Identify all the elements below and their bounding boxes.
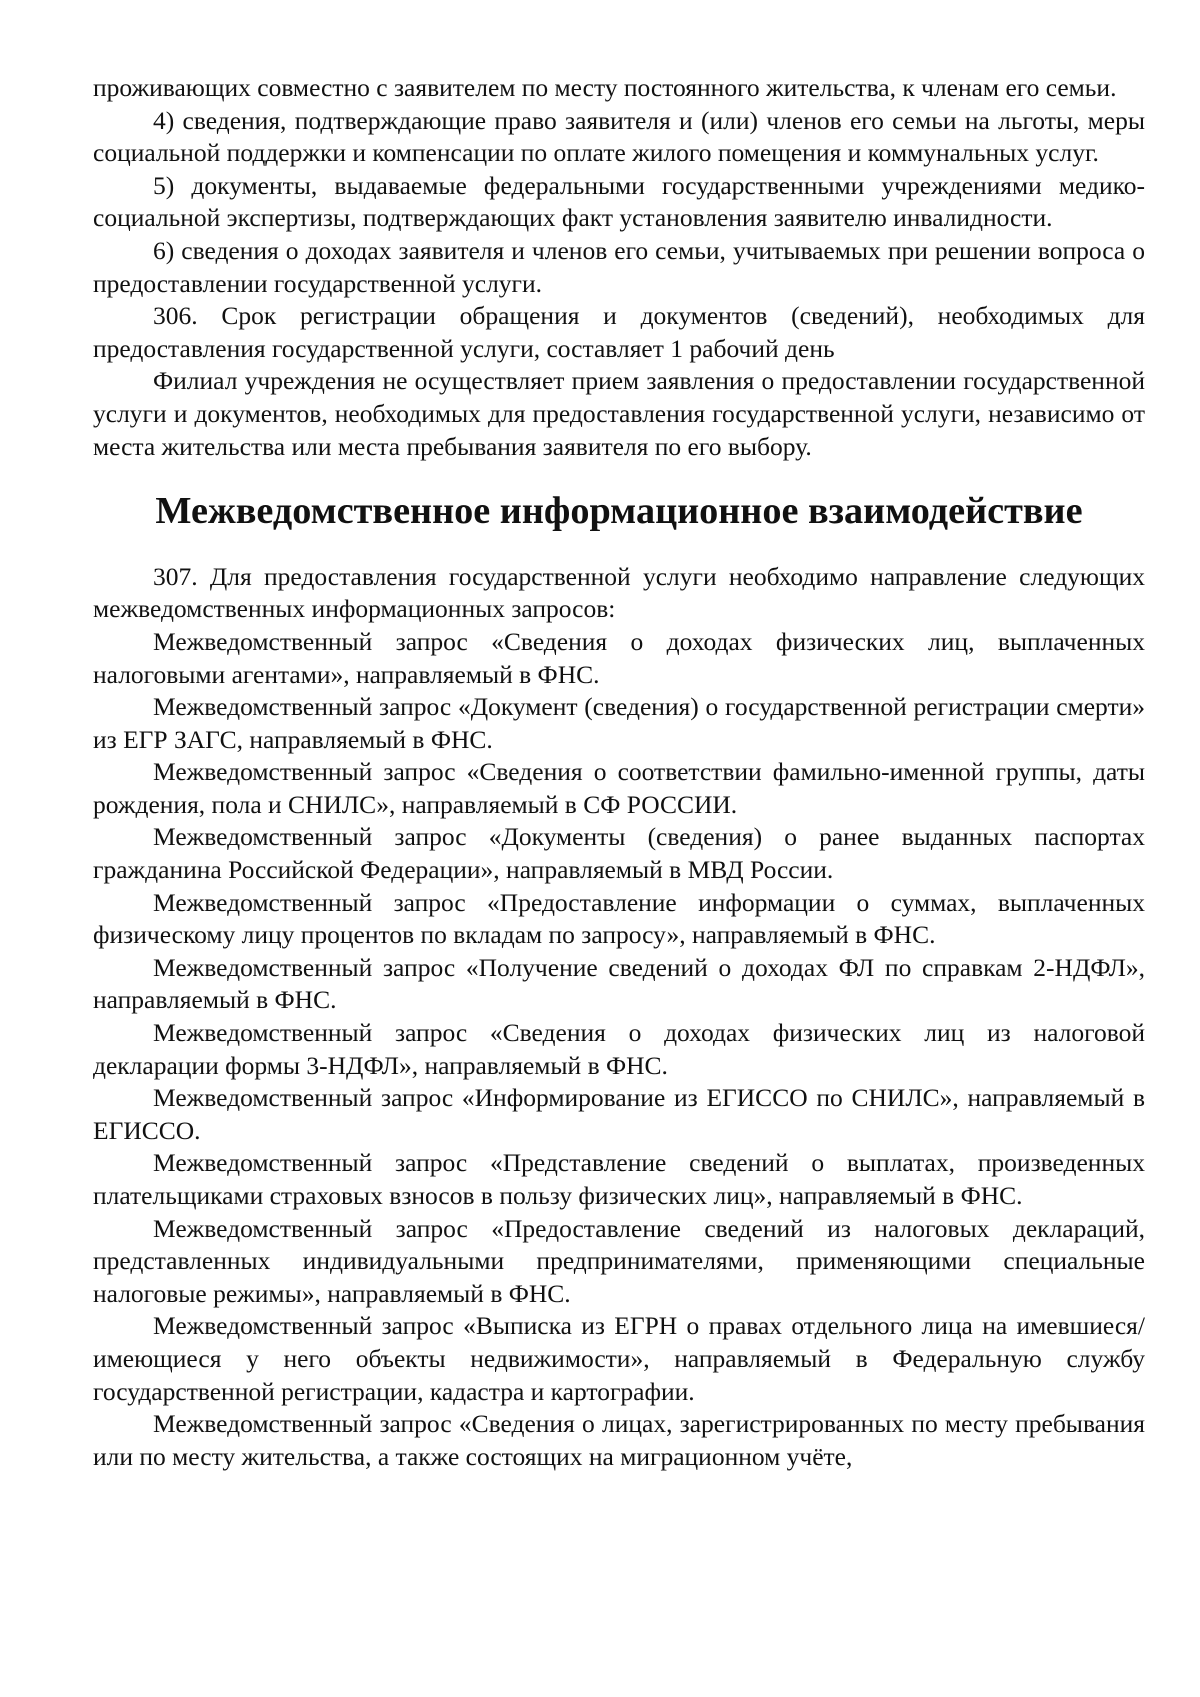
paragraph: Межведомственный запрос «Выписка из ЕГРН о правах отдельного лица на имевшиеся/имеющиеся у него объекты недвижимости», направляемый в Федеральную службу государственной регистрации, кадастра и картографии. [93,1311,1145,1406]
paragraph: Межведомственный запрос «Сведения о доходах физических лиц, выплаченных налоговыми агентами», направляемый в ФНС. [93,626,1145,689]
paragraphs-bottom [93,561,1145,1474]
paragraph: Филиал учреждения не осуществляет прием заявления о предоставлении государственной услуги и документов, необходимых для предоставления государственной услуги, независимо от места жительства или места пребывания заявителя по его выбору. [93,366,1145,461]
paragraph: Межведомственный запрос «Документы (сведения) о ранее выданных паспортах гражданина Российской Федерации», направляемый в МВД России. [93,822,1145,885]
paragraph: Межведомственный запрос «Предоставление информации о суммах, выплаченных физическому лицу процентов по вкладам по запросу», направляемый в ФНС. [93,887,1145,950]
paragraph: Межведомственный запрос «Представление сведений о выплатах, произведенных плательщиками страховых взносов в пользу физических лиц», направляемый в ФНС. [93,1148,1145,1210]
paragraph: 5) документы, выдаваемые федеральными государственными учреждениями медико-социальной экспертизы, подтверждающих факт установления заявителю инвалидности. [93,170,1145,233]
paragraph: 6) сведения о доходах заявителя и членов его семьи, учитываемых при решении вопроса о предоставлении государственной услуги. [93,235,1145,298]
paragraph: 4) сведения, подтверждающие право заявителя и (или) членов его семьи на льготы, меры социальной поддержки и компенсации по оплате жилого помещения и коммунальных услуг. [93,105,1145,168]
paragraph: Межведомственный запрос «Документ (сведения) о государственной регистрации смерти» из ЕГР ЗАГС, направляемый в ФНС. [93,692,1145,754]
section-heading: Межведомственное информационное взаимодействие [155,490,1083,533]
paragraph: Межведомственный запрос «Предоставление сведений из налоговых деклараций, представленных индивидуальными предпринимателями, применяющими специальные налоговые режимы», направляемый в ФНС. [93,1213,1145,1308]
paragraph: проживающих совместно с заявителем по месту постоянного жительства, к членам его семьи. [93,73,1117,102]
paragraph: Межведомственный запрос «Информирование из ЕГИССО по СНИЛС», направляемый в ЕГИССО. [93,1083,1145,1145]
paragraph: Межведомственный запрос «Получение сведений о доходах ФЛ по справкам 2-НДФЛ», направляемый в ФНС. [93,952,1145,1015]
paragraph: Межведомственный запрос «Сведения о лицах, зарегистрированных по месту пребывания или по месту жительства, а также состоящих на миграционном учёте, [93,1409,1145,1471]
paragraph: Межведомственный запрос «Сведения о соответствии фамильно-именной группы, даты рождения, пола и СНИЛС», направляемый в СФ РОССИИ. [93,757,1145,819]
paragraph: 307. Для предоставления государственной услуги необходимо направление следующих межведомственных информационных запросов: [93,561,1145,624]
document-page [93,72,1145,1473]
paragraph: 306. Срок регистрации обращения и документов (сведений), необходимых для предоставления государственной услуги, составляет 1 рабочий день [93,301,1145,363]
paragraphs-top [93,72,1145,463]
paragraph: Межведомственный запрос «Сведения о доходах физических лиц из налоговой декларации формы 3-НДФЛ», направляемый в ФНС. [93,1018,1145,1080]
